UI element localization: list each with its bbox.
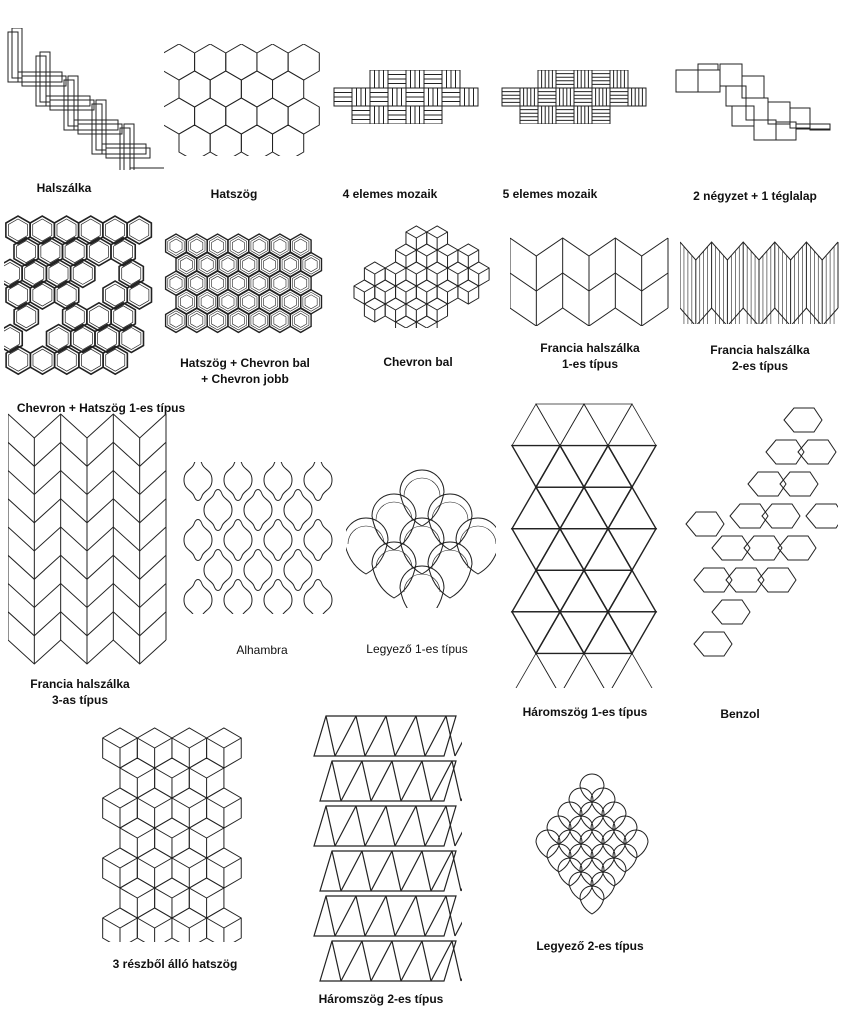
francia-2-label-line1: Francia halszálka bbox=[710, 343, 810, 357]
haromszog-2-label: Háromszög 2-es típus bbox=[318, 992, 444, 1006]
francia-3-pattern bbox=[8, 412, 168, 668]
legyezo-2-pattern bbox=[514, 772, 670, 922]
hatszog-3-reszbol-label: 3 részből álló hatszög bbox=[112, 957, 238, 971]
hatszog-label: Hatszög bbox=[210, 187, 258, 201]
halszalka-pattern bbox=[4, 28, 164, 170]
negyzet-teglalap-label: 2 négyzet + 1 téglalap bbox=[693, 189, 817, 203]
mozaik-4-label: 4 elemes mozaik bbox=[342, 187, 438, 201]
chevron-hatszog-pattern bbox=[4, 214, 164, 390]
hatszog-chevron-label-line2: + Chevron jobb bbox=[201, 372, 289, 386]
alhambra-label: Alhambra bbox=[236, 643, 288, 657]
negyzet-teglalap-pattern bbox=[674, 62, 834, 142]
legyezo-2-label: Legyező 2-es típus bbox=[536, 939, 644, 953]
hatszog-3-reszbol-pattern bbox=[100, 726, 256, 942]
haromszog-1-pattern bbox=[510, 382, 668, 688]
alhambra-pattern bbox=[182, 462, 342, 614]
francia-3-label-line1: Francia halszálka bbox=[30, 677, 130, 691]
francia-2-label-line2: 2-es típus bbox=[731, 359, 788, 373]
chevron-bal-pattern bbox=[340, 224, 500, 328]
benzol-label: Benzol bbox=[720, 707, 760, 721]
legyezo-1-label: Legyező 1-es típus bbox=[366, 642, 468, 656]
mozaik-5-label: 5 elemes mozaik bbox=[502, 187, 598, 201]
mozaik-4-pattern bbox=[332, 70, 492, 124]
mozaik-5-pattern bbox=[500, 70, 660, 124]
francia-2-pattern bbox=[680, 240, 840, 324]
legyezo-1-pattern bbox=[346, 464, 496, 608]
hatszog-chevron-label-line1: Hatszög + Chevron bal bbox=[180, 356, 310, 370]
chevron-bal-label: Chevron bal bbox=[383, 355, 453, 369]
benzol-pattern bbox=[682, 406, 838, 678]
francia-3-label-line2: 3-as típus bbox=[51, 693, 108, 707]
francia-1-pattern bbox=[510, 236, 670, 326]
francia-1-label-line2: 1-es típus bbox=[561, 357, 618, 371]
chevron-hatszog-label: Chevron + Hatszög 1-es típus bbox=[16, 401, 186, 415]
haromszog-1-label: Háromszög 1-es típus bbox=[522, 705, 648, 719]
halszalka-label: Halszálka bbox=[36, 181, 92, 195]
haromszog-2-pattern bbox=[306, 712, 462, 984]
francia-1-label-line1: Francia halszálka bbox=[540, 341, 640, 355]
hatszog-chevron-pattern bbox=[164, 232, 324, 338]
hatszog-pattern bbox=[164, 44, 324, 156]
